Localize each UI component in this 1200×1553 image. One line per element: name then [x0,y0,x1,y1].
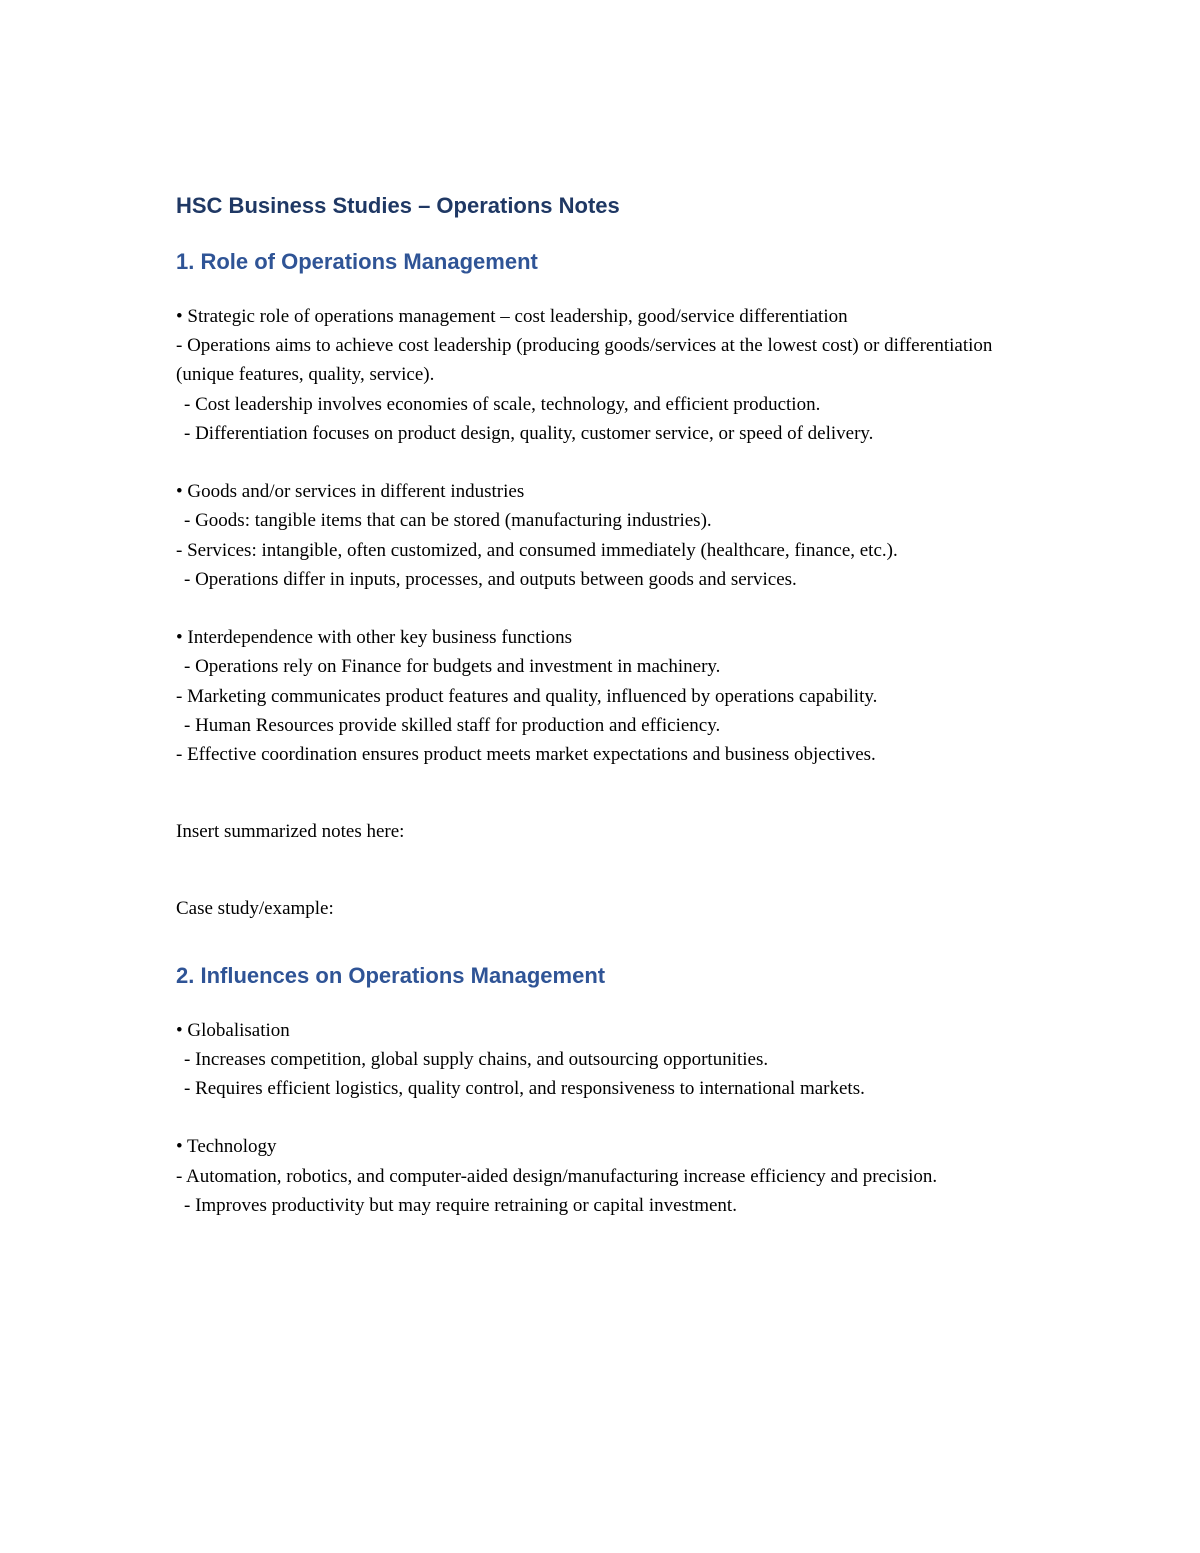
sub-point: - Operations aims to achieve cost leadership (producing goods/services at the lowest cost) or differentiation (unique features, quality, service). [176,335,993,386]
bullet-group-interdependence [176,623,1036,769]
sub-point: - Services: intangible, often customized, and consumed immediately (healthcare, finance, etc.). [176,539,898,561]
summary-notes-prompt: Insert summarized notes here: [176,821,405,843]
document-body [176,188,1036,1249]
sub-point: - Increases competition, global supply chains, and outsourcing opportunities. [184,1048,769,1070]
bullet-group-technology [176,1132,1036,1220]
bullet-item: • Goods and/or services in different industries [176,481,525,503]
document-title: HSC Business Studies – Operations Notes [176,193,620,218]
sub-point: - Requires efficient logistics, quality control, and responsiveness to international markets. [184,1078,865,1100]
sub-point: - Automation, robotics, and computer-aided design/manufacturing increase efficiency and precision. [176,1165,938,1187]
sub-point: - Cost leadership involves economies of scale, technology, and efficient production. [184,393,821,415]
bullet-item: • Technology [176,1136,277,1158]
bullet-group-globalisation [176,1016,1036,1104]
case-study-prompt: Case study/example: [176,898,334,920]
sub-point: - Differentiation focuses on product design, quality, customer service, or speed of delivery. [184,422,874,444]
bullet-item: • Strategic role of operations management – cost leadership, good/service differentiation [176,306,848,327]
sub-point: - Human Resources provide skilled staff for production and efficiency. [184,714,721,736]
prompt-case-study-block [176,894,1036,923]
section-heading-role: 1. Role of Operations Management [176,249,538,274]
sub-point: - Operations differ in inputs, processes, and outputs between goods and services. [184,568,797,590]
section-heading-influences: 2. Influences on Operations Management [176,962,606,988]
bullet-item: • Globalisation [176,1019,290,1041]
sub-point: - Goods: tangible items that can be stored (manufacturing industries). [184,510,712,532]
prompt-summary-block [176,817,1036,846]
sub-point: - Effective coordination ensures product meets market expectations and business objectives. [176,744,876,766]
sub-point: - Improves productivity but may require retraining or capital investment. [184,1194,737,1216]
bullet-group-goods-services [176,477,1036,594]
bullet-item: • Interdependence with other key business functions [176,627,573,649]
sub-point: - Operations rely on Finance for budgets and investment in machinery. [184,656,721,678]
sub-point: - Marketing communicates product features and quality, influenced by operations capability. [176,685,878,707]
bullet-group-strategic-role [176,302,1036,448]
